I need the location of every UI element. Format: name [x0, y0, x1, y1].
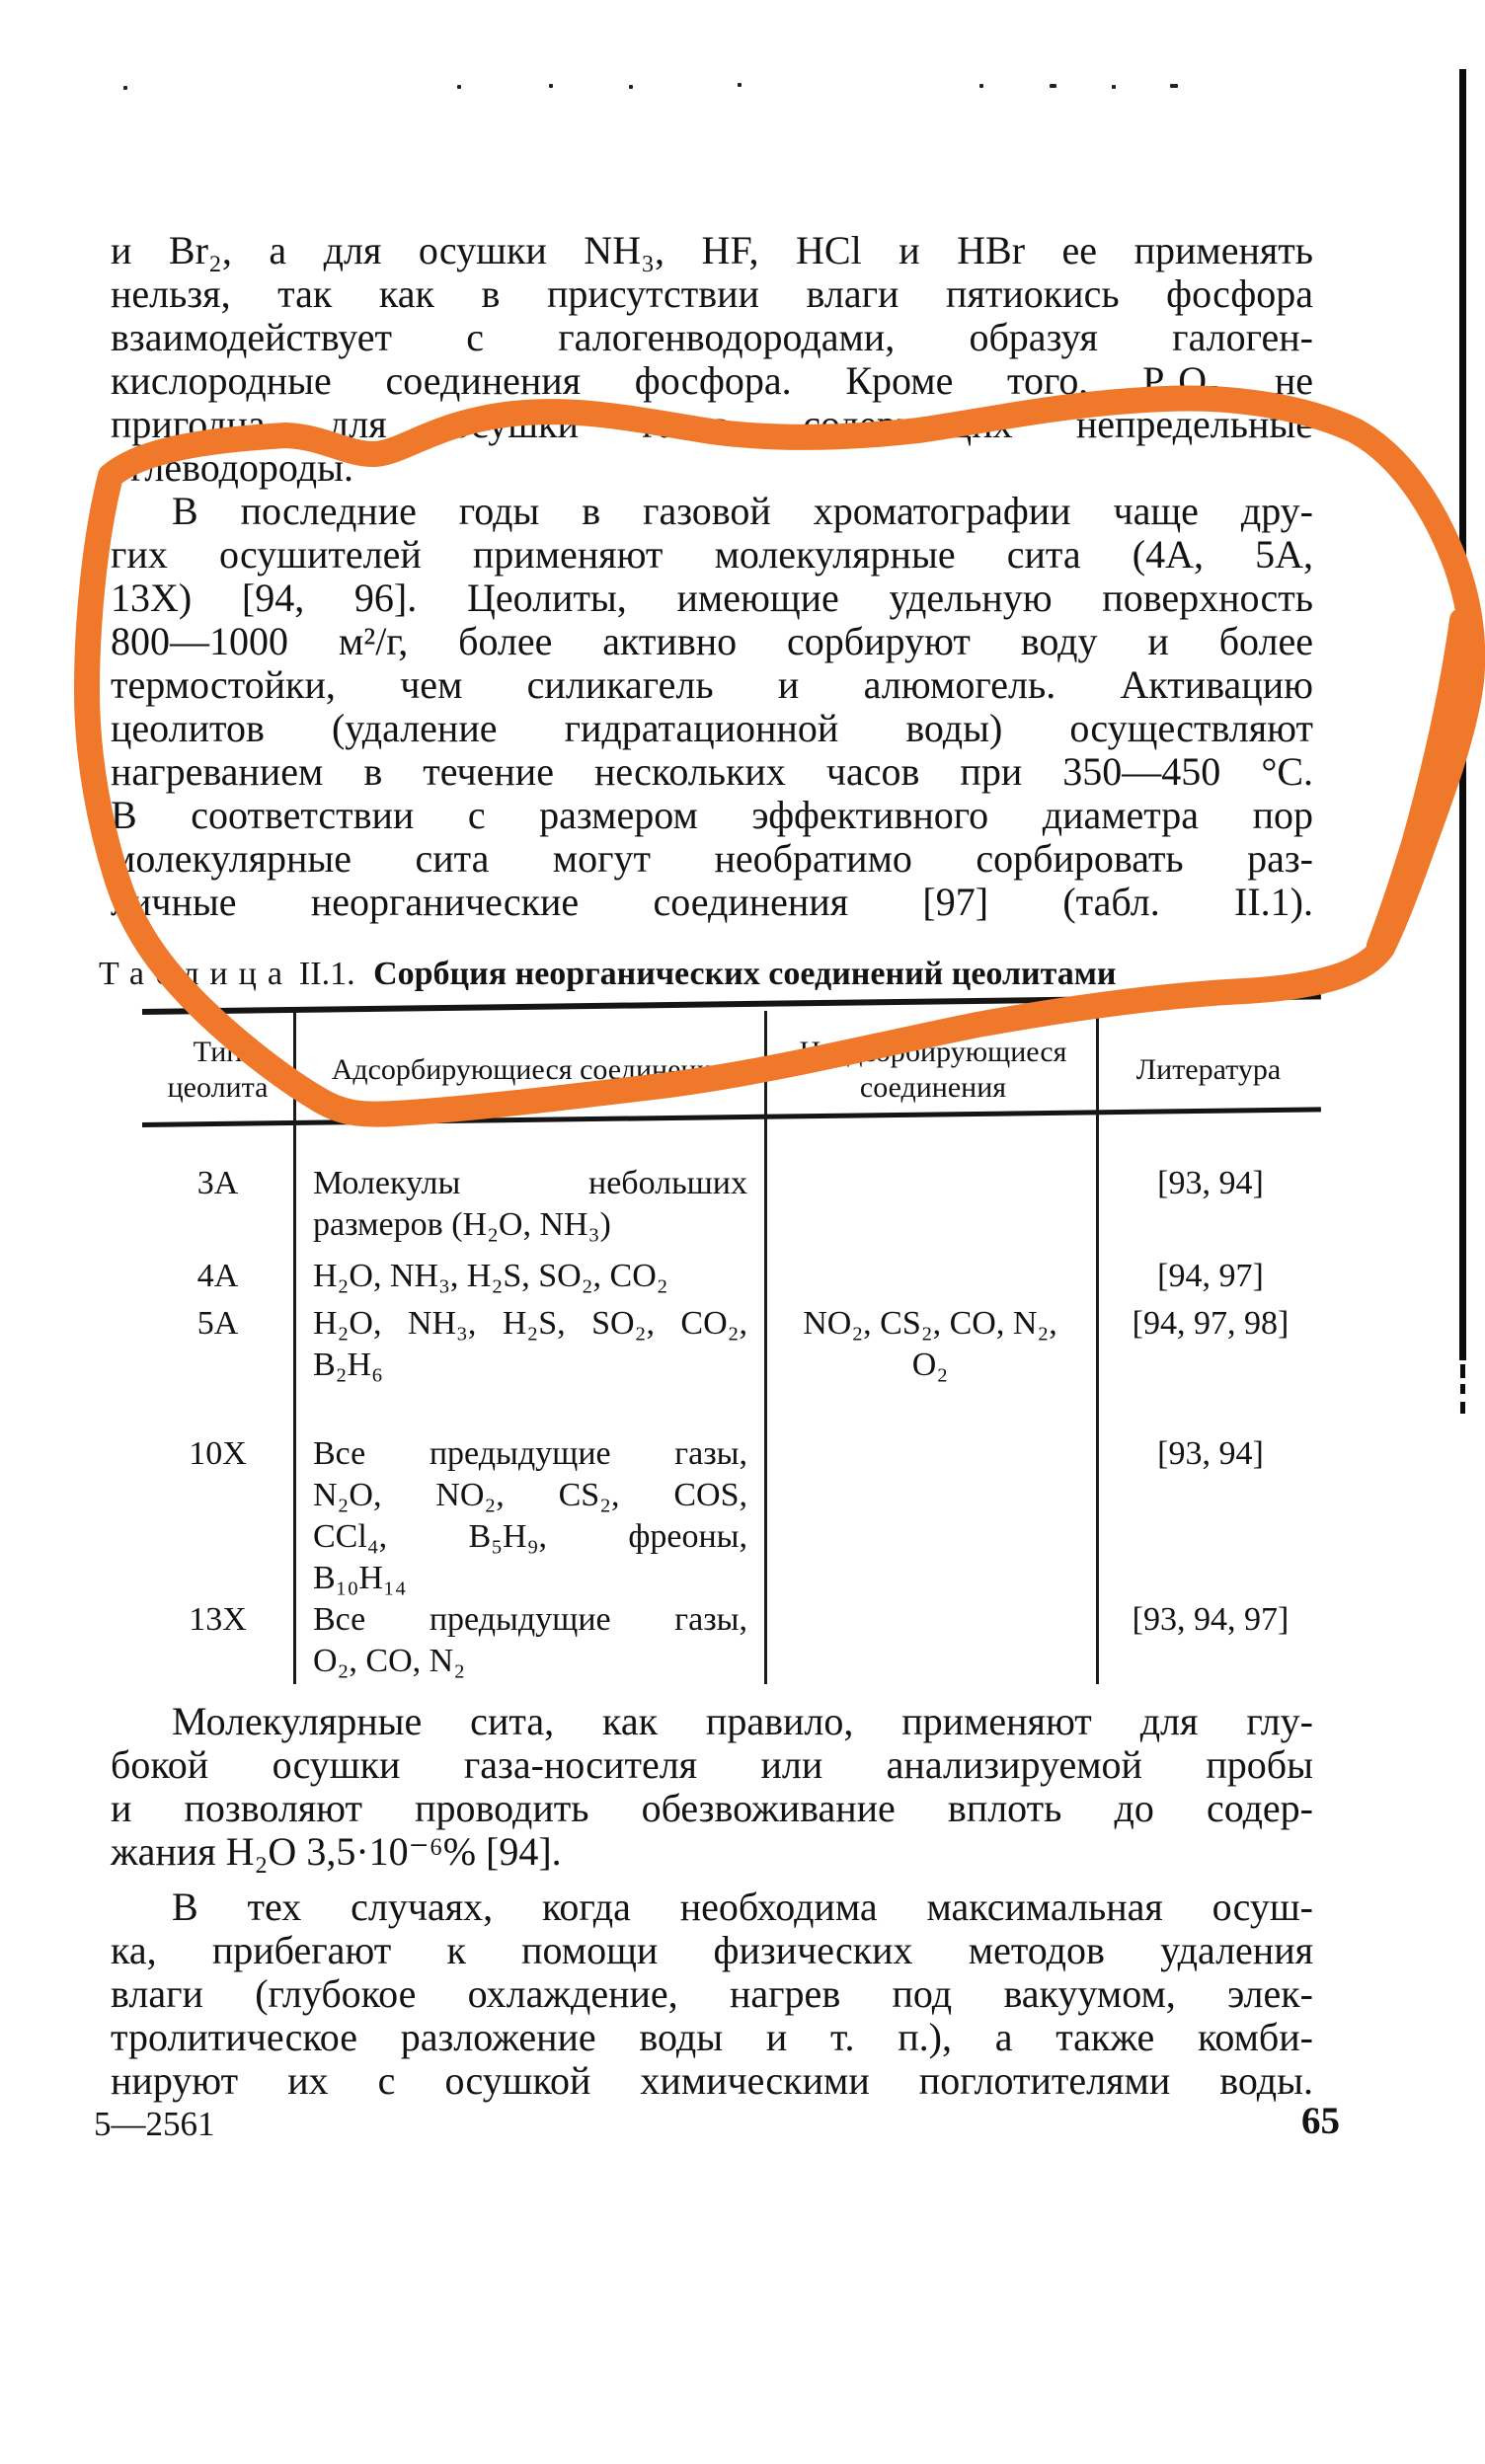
text-line: цеолитов (удаление гидратационной воды) осуществляют: [111, 706, 1313, 750]
cell-zeolite-type: 10Х: [189, 1435, 247, 1472]
table-row: [142, 1433, 1321, 1599]
table-row: [142, 1163, 1321, 1246]
text-line: гих осушителей применяют молекулярные сита (4А, 5А,: [111, 532, 1313, 577]
cell-adsorbed-compounds: [313, 1599, 747, 1682]
page-edge-shadow: [1459, 69, 1466, 1360]
page-edge-shadow: [1460, 1402, 1465, 1414]
text-line: углеводороды.: [111, 445, 353, 490]
scan-speckle: [1170, 84, 1178, 88]
text-line: нагреванием в течение нескольких часов при 350—450 °С.: [111, 749, 1313, 794]
text-line: влаги (глубокое охлаждение, нагрев под вакуумом, элек-: [111, 1971, 1313, 2016]
text-line: H₂O, NH₃, H₂S, SO₂, CO₂: [313, 1258, 668, 1294]
text-line: 13Х) [94, 96]. Цеолиты, имеющие удельную поверхность: [111, 576, 1313, 620]
text-line: В последние годы в газовой хроматографии чаще дру-: [172, 489, 1313, 533]
text-line: бокой осушки газа-носителя или анализируемой пробы: [111, 1742, 1313, 1787]
text-line: и Br₂, а для осушки NH₃, HF, HCl и HBr ее применять: [111, 228, 1313, 272]
page-number: 65: [1301, 2100, 1340, 2142]
cell-adsorbed-compounds: [313, 1433, 747, 1599]
paragraph: [111, 1886, 1313, 2103]
scan-speckle: [457, 85, 461, 89]
text-line: тролитическое разложение воды и т. п.), а также комби-: [111, 2015, 1313, 2059]
cell-literature-refs: [93, 94]: [1157, 1165, 1264, 1201]
cell-literature-refs: [94, 97, 98]: [1132, 1305, 1290, 1342]
text-line: CCl₄, B₅H₉, фреоны,: [313, 1518, 747, 1555]
column-header-not-adsorbed: Неадсорбирующиеся соединения: [799, 1036, 1067, 1104]
table-caption-label: Таблица: [99, 956, 293, 992]
scan-speckle: [1050, 84, 1056, 88]
text-line: молекулярные сита могут необратимо сорбировать раз-: [111, 836, 1313, 881]
cell-adsorbed-compounds: [313, 1256, 747, 1297]
scan-speckle: [629, 85, 633, 89]
cell-zeolite-type: 4А: [196, 1258, 239, 1294]
text-line: Все предыдущие газы,: [313, 1435, 747, 1472]
column-header-adsorbed: Адсорбирующиеся соединения: [331, 1053, 727, 1086]
table-caption: [99, 954, 1338, 995]
cell-zeolite-type: 13Х: [189, 1601, 247, 1638]
text-line: жания H₂O 3,5·10⁻⁶% [94].: [111, 1829, 562, 1874]
text-line: Молекулярные сита, как правило, применяют для глу-: [172, 1699, 1313, 1743]
text-line: нельзя, так как в присутствии влаги пятиокись фосфора: [111, 271, 1313, 316]
text-line: кислородные соединения фосфора. Кроме того, P₂O₅ не: [111, 358, 1313, 403]
paragraph: [111, 1700, 1313, 1874]
cell-adsorbed-compounds: [313, 1303, 747, 1386]
text-line: взаимодействует с галогенводородами, образуя галоген-: [111, 315, 1313, 359]
text-line: пригодна для осушки газов, содержащих непредельные: [111, 402, 1313, 446]
cell-literature-refs: [94, 97]: [1157, 1258, 1264, 1294]
scan-speckle: [979, 84, 983, 88]
marker-loop-overlap-stroke: [1378, 620, 1461, 946]
scan-speckle: [549, 84, 553, 88]
table-body: [142, 1128, 1321, 1682]
zeolite-sorption-table: [142, 1009, 1321, 1690]
table-row: [142, 1256, 1321, 1297]
text-line: термостойки, чем силикагель и алюмогель. Активацию: [111, 662, 1313, 707]
cell-zeolite-type: 5А: [196, 1305, 239, 1342]
text-line: Все предыдущие газы,: [313, 1601, 747, 1638]
text-line: личные неорганические соединения [97] (табл. II.1).: [111, 880, 1313, 924]
text-line: ка, прибегают к помощи физических методов удаления: [111, 1928, 1313, 1972]
text-line: Молекулы небольших: [313, 1165, 747, 1201]
cell-not-adsorbed-compounds: [774, 1303, 1086, 1386]
table-rule-top: [142, 993, 1321, 1015]
text-line: нируют их с осушкой химическими поглотителями воды.: [111, 2058, 1313, 2103]
text-line: N₂O, NO₂, CS₂, COS,: [313, 1477, 747, 1513]
scan-speckle: [123, 86, 127, 90]
text-line: NO₂, CS₂, CO, N₂,: [803, 1305, 1057, 1342]
cell-literature-refs: [93, 94]: [1157, 1435, 1264, 1472]
text-line: O₂, CO, N₂: [313, 1643, 466, 1679]
text-line: размеров (H₂O, NH₃): [313, 1206, 611, 1243]
table-row: [142, 1599, 1321, 1682]
scan-speckle: [738, 83, 742, 87]
text-line: H₂O, NH₃, H₂S, SO₂, CO₂,: [313, 1305, 747, 1342]
text-line: В тех случаях, когда необходима максимальная осуш-: [172, 1885, 1313, 1929]
text-line: 800—1000 м²/г, более активно сорбируют воду и более: [111, 619, 1313, 663]
table-row: [142, 1303, 1321, 1386]
cell-adsorbed-compounds: [313, 1163, 747, 1246]
page-edge-shadow: [1460, 1364, 1465, 1378]
text-line: В соответствии с размером эффективного диаметра пор: [111, 793, 1313, 837]
print-run-mark: 5—2561: [94, 2105, 215, 2143]
table-caption-title: Сорбция неорганических соединений цеолитами: [373, 956, 1117, 992]
cell-literature-refs: [93, 94, 97]: [1132, 1601, 1290, 1638]
paragraph: [111, 229, 1313, 490]
page-edge-shadow: [1460, 1384, 1465, 1394]
table-caption-number: II.1.: [298, 956, 355, 992]
text-line: B₁₀H₁₄: [313, 1560, 407, 1596]
scan-speckle: [1112, 85, 1116, 89]
text-line: O₂: [911, 1347, 949, 1383]
cell-zeolite-type: 3А: [196, 1165, 239, 1201]
column-header-literature: Литература: [1135, 1053, 1282, 1086]
text-line: B₂H₆: [313, 1347, 383, 1383]
column-header-zeolite-type: Тип цеолита: [167, 1036, 269, 1104]
text-line: и позволяют проводить обезвоживание вплоть до содер-: [111, 1786, 1313, 1830]
paragraph-circled: [111, 490, 1313, 924]
